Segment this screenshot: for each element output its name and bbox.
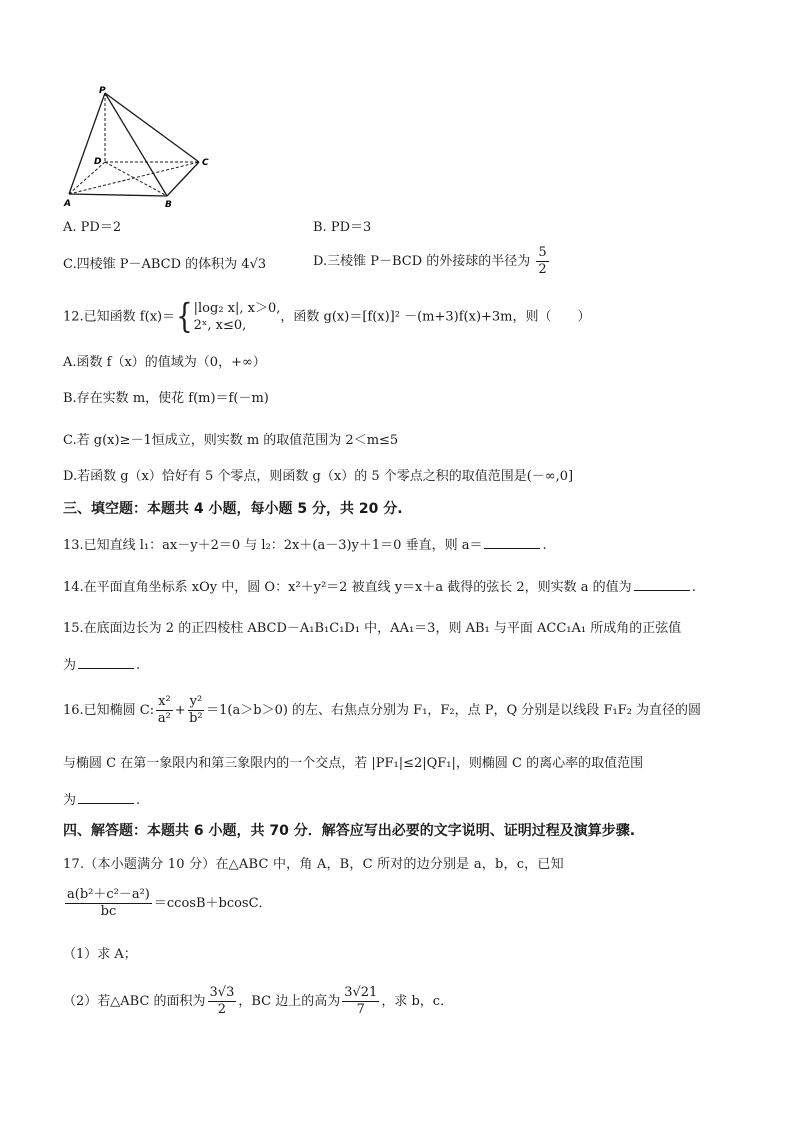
label-b: B	[165, 200, 172, 210]
q16-line2: 与椭圆 C 在第一象限内和第三象限内的一个交点，若 |PF₁|≤2|QF₁|，则椭圆 C 的离心率的取值范围	[63, 756, 644, 771]
q16-line1: 16.已知椭圆 C: $\frac{\text{x²}}{\text{a²}}$ + $\frac{\text{y²}}{\text{b²}}$ ＝1(a＞b＞0) 的左、右焦点分别为 F₁，F₂，点 P，Q 分别是以线段 F₁F₂ 为直径的圆	[63, 694, 702, 726]
q17-height-fraction: $\frac{3√21}{7}$	[344, 985, 378, 1017]
q17-equation: $\frac{\text{a(b²＋c²－a²)}}{bc}$ ＝ccosB＋bcosC．	[67, 887, 272, 919]
label-p: P	[99, 86, 106, 96]
edge-bc	[167, 162, 199, 196]
q12-stem: 12.已知函数 f(x)＝{ |log₂ x|, x＞0, 2ˣ, x≤0, ，函数 g(x)＝[f(x)]² －(m+3)f(x)+3m，则（ ）	[63, 297, 591, 337]
q15-line2: 为 .	[63, 658, 141, 673]
edge-pa	[69, 93, 105, 194]
edge-pc	[105, 93, 199, 162]
section-3-heading: 三、填空题：本题共 4 小题，每小题 5 分，共 20 分.	[63, 501, 403, 517]
q16-line3: 为 .	[63, 793, 141, 808]
q13: 13.已知直线 l₁：ax－y＋2＝0 与 l₂：2x＋(a－3)y＋1＝0 垂直，则 a＝ .	[63, 538, 547, 553]
q14-answer-blank[interactable]	[634, 578, 690, 591]
q12-option-c: C.若 g(x)≥－1恒成立，则实数 m 的取值范围为 2＜m≤5	[63, 433, 399, 448]
q13-answer-blank[interactable]	[484, 536, 540, 549]
edge-pb	[105, 93, 167, 196]
q16-answer-blank[interactable]	[78, 791, 134, 804]
label-a: A	[64, 199, 71, 209]
pyramid-figure	[62, 84, 222, 214]
q11-option-d	[313, 244, 551, 280]
edge-ac	[69, 162, 199, 194]
q14: 14.在平面直角坐标系 xOy 中，圆 O：x²＋y²＝2 被直线 y＝x＋a 截得的弦长 2，则实数 a 的值为 .	[63, 580, 696, 595]
q11-option-c: C.四棱锥 P－ABCD 的体积为 4√3	[63, 257, 267, 272]
q11-option-a: A. PD＝2	[63, 220, 122, 235]
edge-db	[105, 162, 167, 196]
q12-option-a: A.函数 f（x）的值域为（0，+∞）	[63, 355, 266, 370]
q17-part1: （1）求 A；	[63, 947, 137, 962]
q12-option-b: B.存在实数 m，使花 f(m)＝f(－m)	[63, 391, 269, 406]
q17-fraction: $\frac{\text{a(b²＋c²－a²)}}{bc}$	[67, 887, 150, 919]
section-4-heading: 四、解答题：本题共 6 小题，共 70 分．解答应写出必要的文字说明、证明过程及演算步骤.	[63, 823, 636, 839]
q17-line1: 17.（本小题满分 10 分）在△ABC 中，角 A，B，C 所对的边分别是 a，b，c，已知	[63, 857, 564, 872]
q17-part2: （2）若△ABC 的面积为 $\frac{3√3}{2}$ ，BC 边上的高为 $\frac{3√21}{7}$ ，求 b，c．	[63, 985, 454, 1017]
q17-area-fraction: $\frac{3√3}{2}$	[209, 985, 235, 1017]
q11-option-d-text: D.三棱锥 P－BCD 的外接球的半径为	[313, 254, 531, 269]
q15-answer-blank[interactable]	[78, 656, 134, 669]
q11-option-d-fraction: $\frac{5}{2}$	[538, 245, 547, 277]
q11-option-b: B. PD＝3	[313, 220, 372, 235]
label-d: D	[94, 157, 102, 167]
edge-ab	[69, 194, 167, 196]
label-c: C	[202, 158, 209, 168]
q15-line1: 15.在底面边长为 2 的正四棱柱 ABCD－A₁B₁C₁D₁ 中，AA₁＝3，则 AB₁ 与平面 ACC₁A₁ 所成角的正弦值	[63, 621, 682, 636]
q12-option-d: D.若函数 g（x）恰好有 5 个零点，则函数 g（x）的 5 个零点之积的取值范围是(－∞,0]	[63, 469, 574, 484]
